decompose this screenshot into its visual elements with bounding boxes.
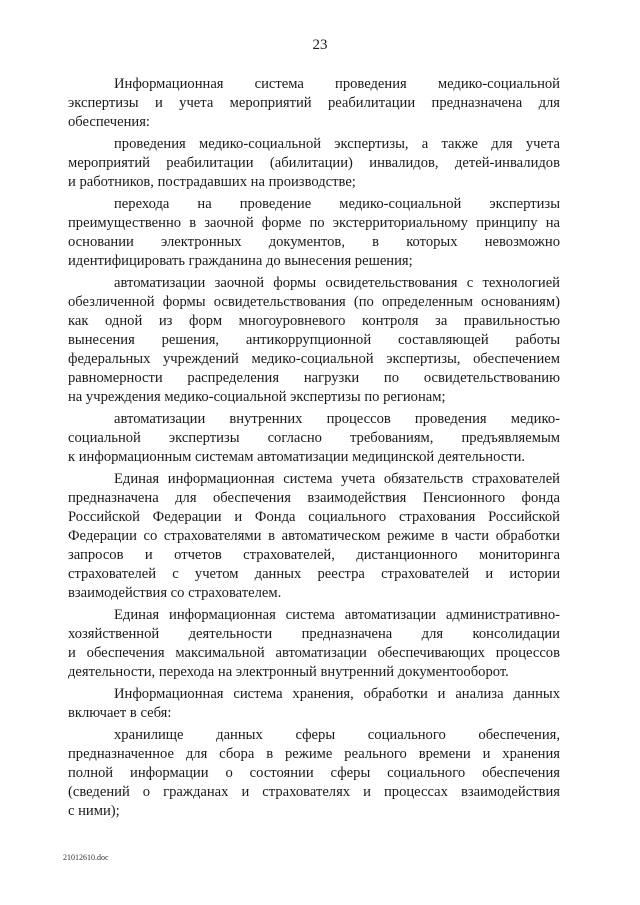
- paragraph-line: и обеспечения максимальной автоматизации обеспечивающих процессов: [68, 645, 560, 661]
- paragraph: [68, 274, 560, 407]
- paragraph-line: социальной экспертизы согласно требованиям, предъявляемым: [68, 430, 560, 446]
- paragraph-line: на учреждения медико-социальной экспертизы по регионам;: [68, 389, 446, 405]
- paragraph-line: проведения медико-социальной экспертизы, а также для учета: [114, 136, 560, 152]
- paragraph: [68, 195, 560, 271]
- paragraph: [68, 135, 560, 192]
- paragraph-line: основании электронных документов, в которых невозможно: [68, 234, 560, 250]
- paragraph-line: хозяйственной деятельности предназначена для консолидации: [68, 626, 560, 642]
- paragraph: [68, 726, 560, 821]
- paragraph: [68, 685, 560, 723]
- paragraph-line: Единая информационная система учета обязательств страхователей: [114, 471, 560, 487]
- paragraph-line: запросов и отчетов страхователей, дистанционного мониторинга: [68, 547, 560, 563]
- paragraph-line: идентифицировать гражданина до вынесения решения;: [68, 253, 413, 269]
- paragraph-line: федеральных учреждений медико-социальной экспертизы, обеспечением: [68, 351, 560, 367]
- paragraph: [68, 470, 560, 603]
- paragraph-line: (сведений о гражданах и страхователях и процессах взаимодействия: [68, 784, 560, 800]
- paragraph-line: мероприятий реабилитации (абилитации) инвалидов, детей-инвалидов: [68, 155, 560, 171]
- paragraph-line: Российской Федерации и Фонда социального страхования Российской: [68, 509, 560, 525]
- paragraph-line: обеспечения:: [68, 114, 150, 130]
- paragraph-line: экспертизы и учета мероприятий реабилитации предназначена для: [68, 95, 560, 111]
- paragraph: [68, 606, 560, 682]
- paragraph: [68, 75, 560, 132]
- paragraph-line: как одной из форм многоуровневого контроля за правильностью: [68, 313, 560, 329]
- paragraph-line: хранилище данных сферы социального обеспечения,: [114, 727, 560, 743]
- paragraph-line: автоматизации внутренних процессов проведения медико-: [114, 411, 560, 427]
- paragraph: [68, 410, 560, 467]
- paragraph-line: к информационным системам автоматизации медицинской деятельности.: [68, 449, 526, 465]
- paragraph-line: Информационная система проведения медико-социальной: [114, 76, 560, 92]
- paragraph-line: деятельности, перехода на электронный внутренний документооборот.: [68, 664, 509, 680]
- paragraph-line: Федерации со страхователями в автоматическом режиме в части обработки: [68, 528, 560, 544]
- paragraph-line: Информационная система хранения, обработки и анализа данных: [114, 686, 560, 702]
- paragraph-line: Единая информационная система автоматизации административно-: [114, 607, 560, 623]
- footer-filename: 21012610.doc: [63, 853, 109, 862]
- paragraph-line: автоматизации заочной формы освидетельствования с технологией: [114, 275, 560, 291]
- paragraph-line: предназначенное для сбора в режиме реального времени и хранения: [68, 746, 560, 762]
- paragraph-line: обезличенной формы освидетельствования (по определенным основаниям): [68, 294, 560, 310]
- paragraph-line: вынесения решения, антикоррупционной составляющей работы: [68, 332, 560, 348]
- page-number: 23: [312, 37, 328, 53]
- paragraph-line: страхователей с учетом данных реестра страхователей и истории: [68, 566, 560, 582]
- paragraph-line: равномерности распределения нагрузки по освидетельствованию: [68, 370, 560, 386]
- paragraph-line: взаимодействия со страхователем.: [68, 585, 282, 601]
- paragraph-line: предназначена для обеспечения взаимодействия Пенсионного фонда: [68, 490, 560, 506]
- paragraph-line: включает в себя:: [68, 705, 172, 721]
- document-body: [68, 75, 560, 824]
- paragraph-line: перехода на проведение медико-социальной экспертизы: [114, 196, 560, 212]
- paragraph-line: с ними);: [68, 803, 120, 819]
- paragraph-line: преимущественно в заочной форме по экстерриториальному принципу на: [68, 215, 560, 231]
- paragraph-line: полной информации о состоянии сферы социального обеспечения: [68, 765, 560, 781]
- paragraph-line: и работников, пострадавших на производстве;: [68, 174, 356, 190]
